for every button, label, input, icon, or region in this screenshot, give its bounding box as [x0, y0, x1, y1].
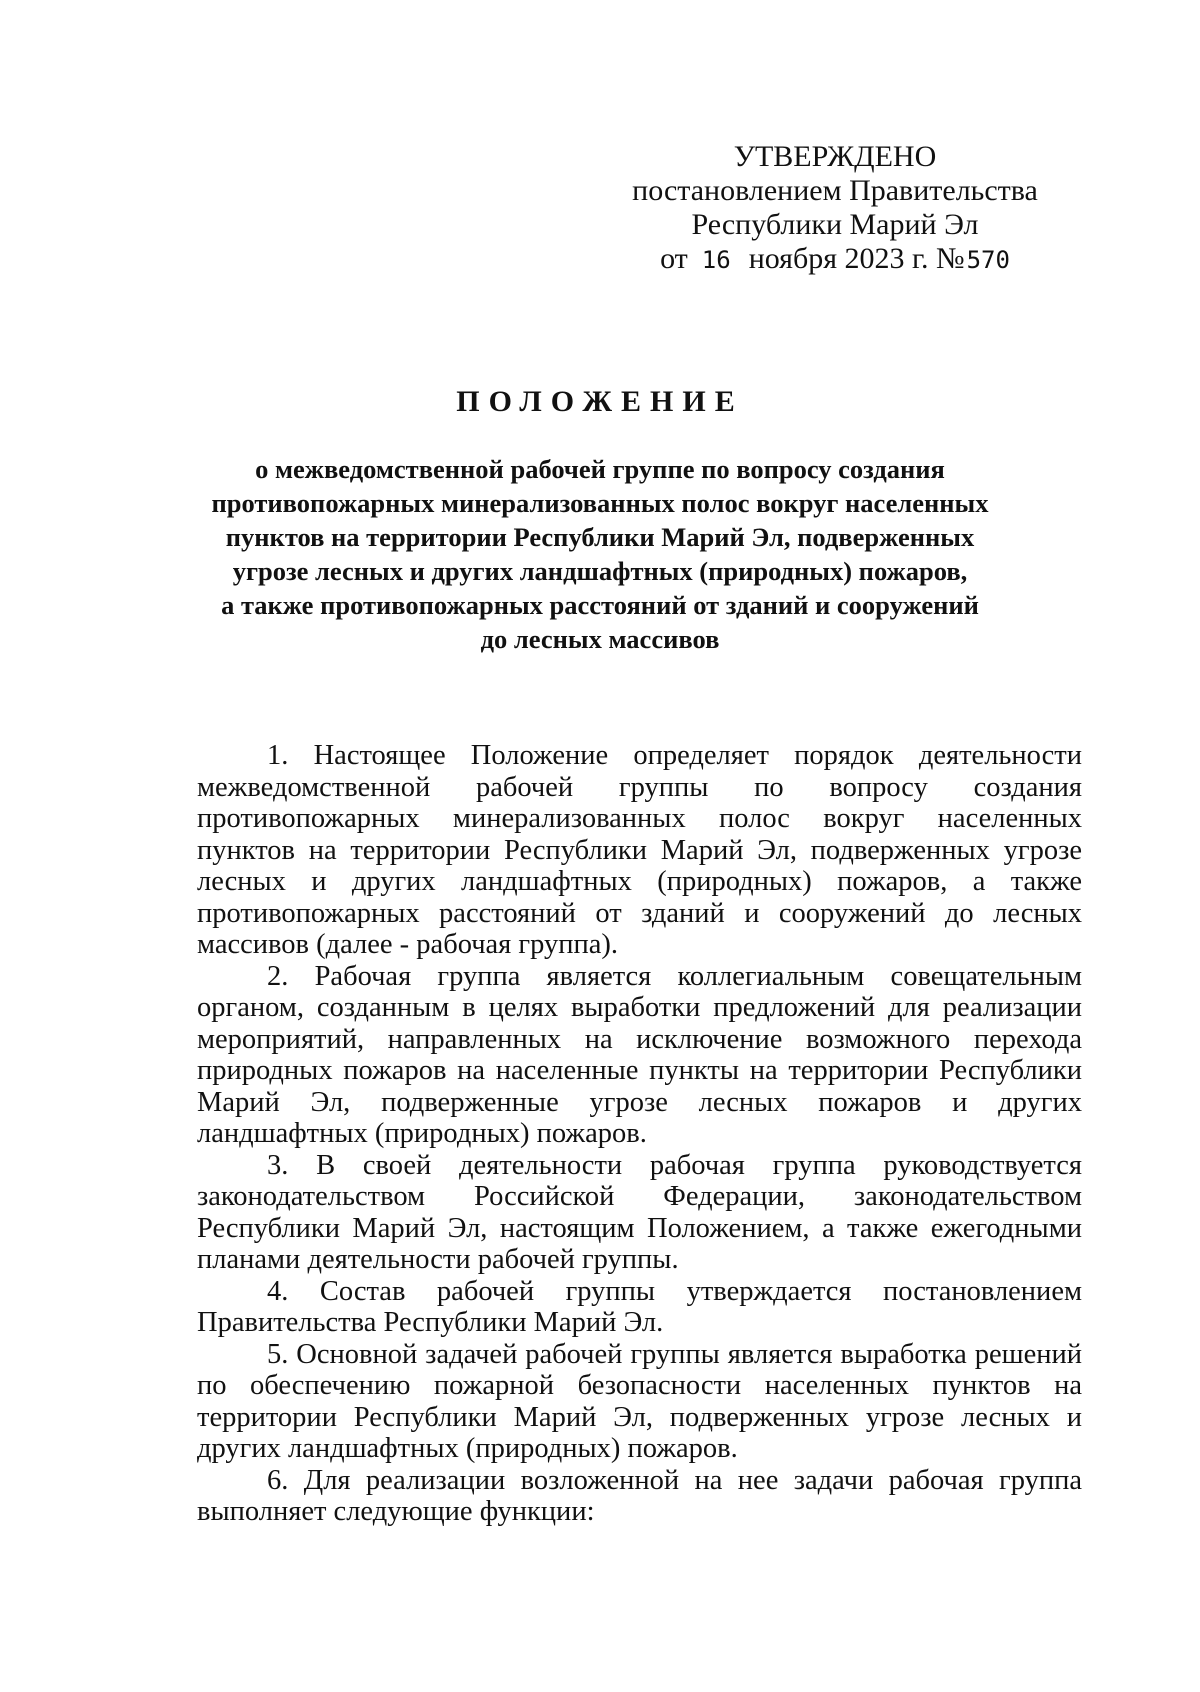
approval-issuer-line: постановлением Правительства	[632, 174, 1038, 207]
approval-number: 570	[966, 246, 1010, 274]
approval-day: 16	[701, 246, 731, 274]
approval-date-prefix: от	[660, 242, 688, 275]
subtitle-line: о межведомственной рабочей группе по вопросу создания	[255, 454, 945, 484]
approval-date-line	[600, 242, 1070, 277]
subtitle-line: пунктов на территории Республики Марий Эл, подверженных	[225, 522, 975, 552]
paragraph-5: 5. Основной задачей рабочей группы является выработка решений по обеспечению пожарной безопасности населенных пунктов на территории Республики Марий Эл, подверженных угрозе лесных и других ландшафтных (природных) пожаров.	[197, 1338, 1082, 1464]
paragraph-4: 4. Состав рабочей группы утверждается постановлением Правительства Республики Марий Эл.	[197, 1275, 1082, 1338]
approval-republic-line: Республики Марий Эл	[691, 208, 979, 241]
subtitle-line: а также противопожарных расстояний от зданий и сооружений	[221, 590, 979, 620]
paragraph-2: 2. Рабочая группа является коллегиальным совещательным органом, созданным в целях выработки предложений для реализации мероприятий, направленных на исключение возможного перехода природных пожаров на населенные пункты на территории Республики Марий Эл, подверженные угрозе лесных пожаров и других ландшафтных (природных) пожаров.	[197, 960, 1082, 1149]
approval-stamp-block	[600, 140, 1070, 277]
approval-month-year: ноября 2023 г. №	[748, 242, 965, 275]
subtitle-line: противопожарных минерализованных полос вокруг населенных	[211, 488, 989, 518]
document-subtitle	[200, 452, 1000, 656]
paragraph-6: 6. Для реализации возложенной на нее задачи рабочая группа выполняет следующие функции:	[197, 1464, 1082, 1527]
paragraph-3: 3. В своей деятельности рабочая группа руководствуется законодательством Российской Федерации, законодательством Республики Марий Эл, настоящим Положением, а также ежегодными планами деятельности рабочей группы.	[197, 1149, 1082, 1275]
subtitle-line: угрозе лесных и других ландшафтных (природных) пожаров,	[232, 556, 968, 586]
document-body	[197, 740, 1082, 1528]
approval-heading: УТВЕРЖДЕНО	[733, 140, 937, 173]
paragraph-1: 1. Настоящее Положение определяет порядок деятельности межведомственной рабочей группы по вопросу создания противопожарных минерализованных полос вокруг населенных пунктов на территории Республики Марий Эл, подверженных угрозе лесных и других ландшафтных (природных) пожаров, а также противопожарных расстояний от зданий и сооружений до лесных массивов (далее - рабочая группа).	[197, 740, 1082, 960]
document-title: ПОЛОЖЕНИЕ	[456, 385, 744, 418]
subtitle-line: до лесных массивов	[480, 624, 720, 654]
